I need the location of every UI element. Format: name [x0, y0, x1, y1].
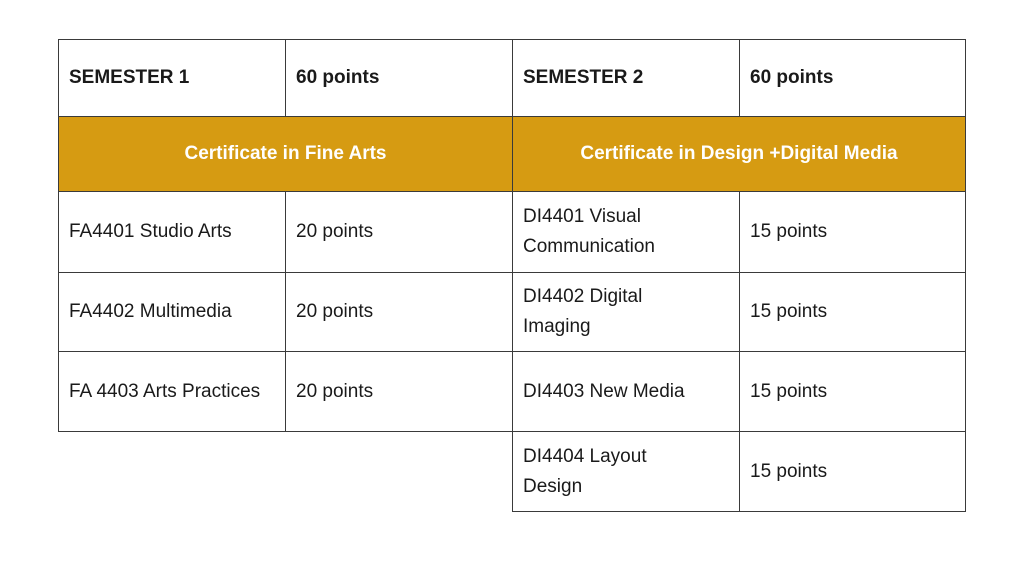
s2-course-points: 15 points [750, 380, 828, 402]
s1-course-points: 20 points [296, 301, 374, 322]
s1-course-name: FA4401 Studio Arts [69, 221, 232, 242]
s2-course-points: 15 points [750, 221, 828, 242]
s2-course-points: 15 points [750, 301, 828, 322]
certificate-design-digital-media: Certificate in Design +Digital Media [513, 117, 965, 191]
table-divider [285, 39, 286, 117]
table-divider [512, 39, 513, 512]
semester-2-points: 60 points [750, 67, 834, 88]
table-divider [739, 191, 740, 512]
s2-course-name: DI4403 New Media [523, 380, 685, 402]
table-divider [285, 191, 286, 432]
table-divider [739, 39, 740, 117]
certificate-fine-arts: Certificate in Fine Arts [59, 117, 512, 191]
table-border-right [965, 39, 966, 512]
s2-course-points: 15 points [750, 460, 828, 482]
s2-course-name: DI4402 Digital Imaging [523, 286, 643, 337]
table-border-left [58, 39, 59, 432]
semester-2-header: SEMESTER 2 [523, 67, 644, 88]
s2-course-name: DI4401 Visual Communication [523, 206, 655, 257]
semester-1-points: 60 points [296, 67, 380, 88]
s1-course-name: FA4402 Multimedia [69, 301, 232, 322]
s1-course-points: 20 points [296, 221, 374, 242]
semester-1-header: SEMESTER 1 [69, 67, 190, 88]
s1-course-name: FA 4403 Arts Practices [69, 380, 261, 402]
s1-course-points: 20 points [296, 380, 374, 402]
s2-course-name: DI4404 Layout Design [523, 445, 647, 497]
